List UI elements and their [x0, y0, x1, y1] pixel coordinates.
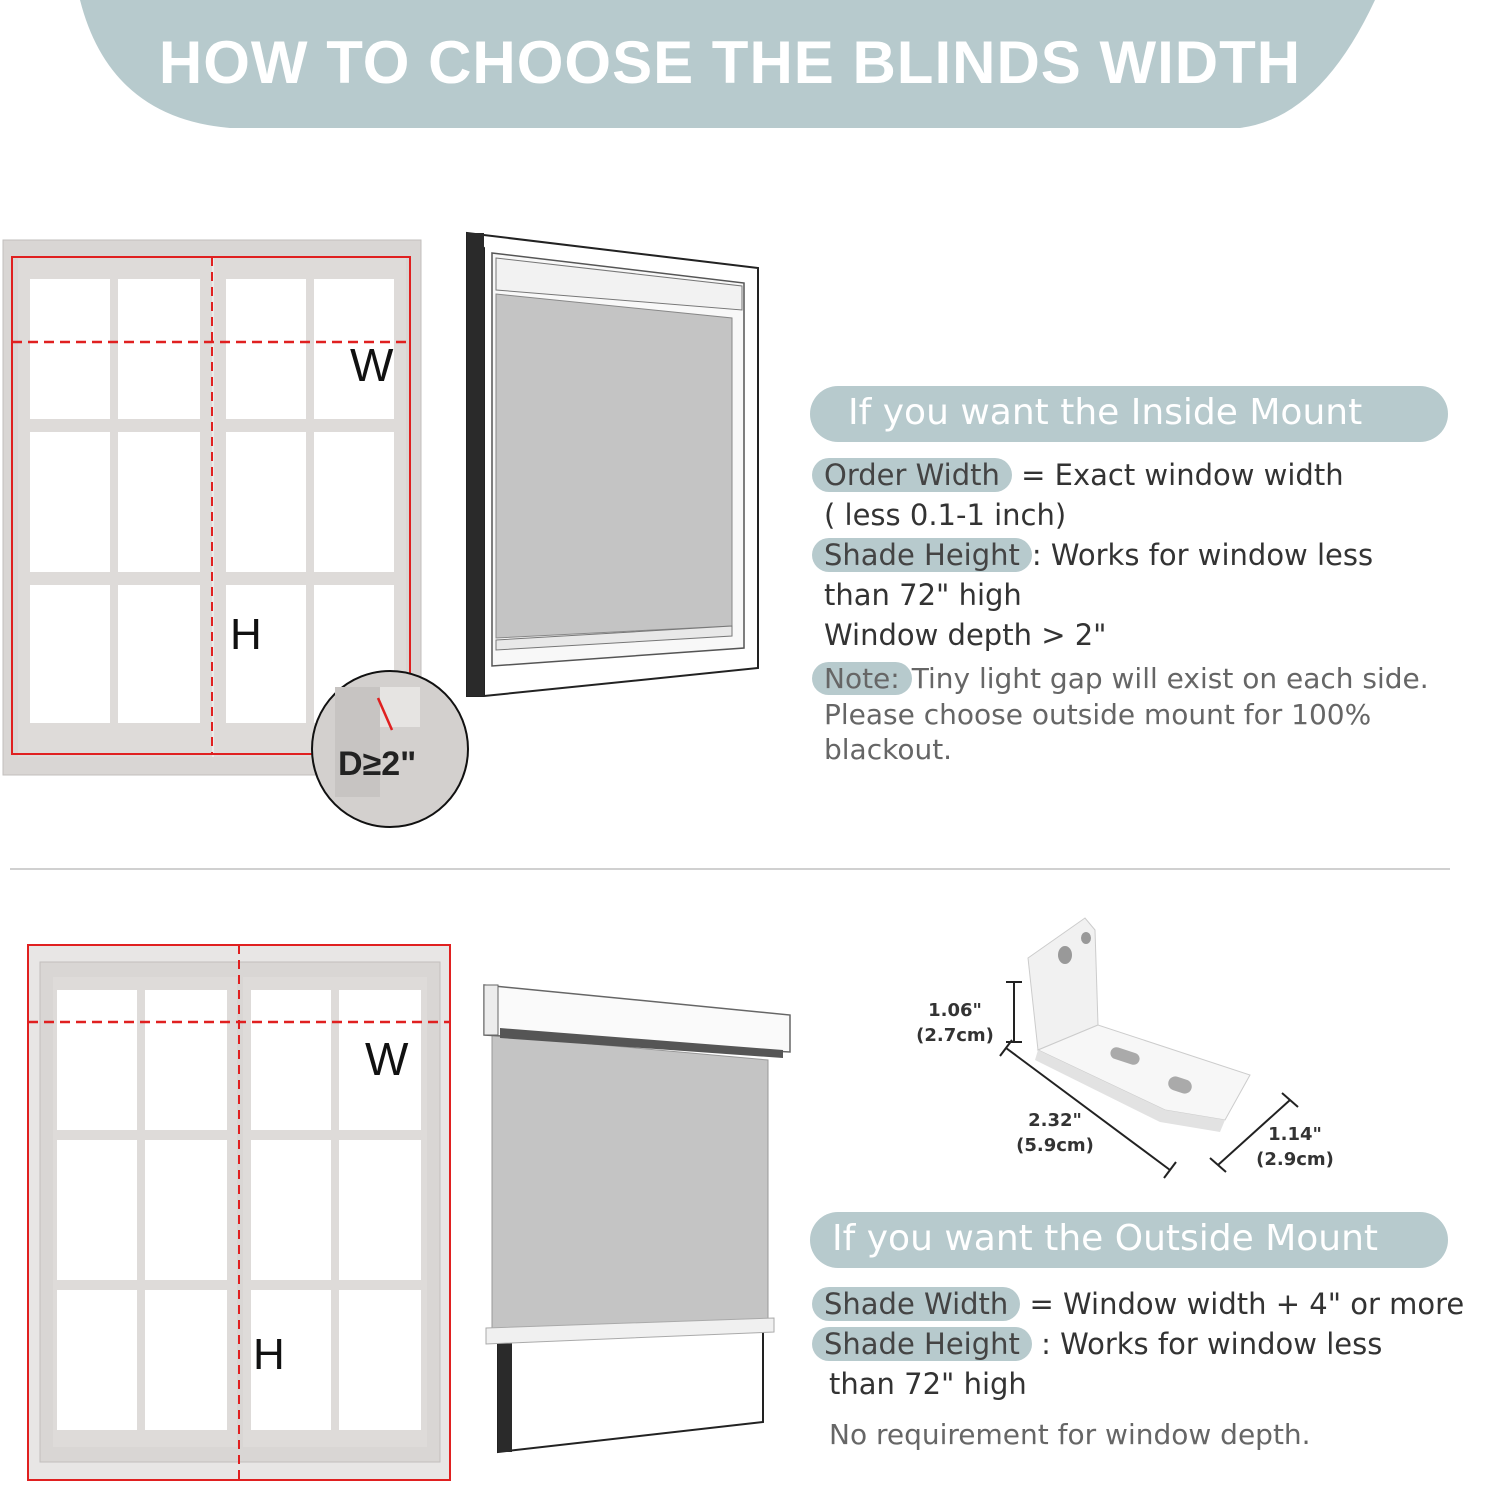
shade-height-text2: than 72" high	[824, 578, 1022, 612]
order-width-row	[812, 458, 1344, 492]
depth-label: D≥2"	[338, 745, 417, 783]
inside-mount-heading: If you want the Inside Mount	[810, 386, 1448, 442]
outside-shade-height-row	[812, 1327, 1382, 1361]
outside-mount-heading: If you want the Outside Mount	[810, 1212, 1448, 1268]
outside-window-illustration	[25, 942, 455, 1487]
bracket-width-cm: (2.9cm)	[1256, 1149, 1334, 1170]
height-label: H	[230, 610, 262, 659]
order-width-tag: Order Width	[812, 458, 1012, 492]
note-tag: Note:	[812, 662, 912, 695]
shade-height-text: : Works for window less	[1031, 538, 1374, 572]
note-text3: blackout.	[824, 733, 953, 766]
outside-width-label: W	[365, 1033, 409, 1085]
outside-shade-height-text: : Works for window less	[1041, 1327, 1383, 1361]
order-width-text: = Exact window width	[1021, 458, 1344, 492]
shade-width-text: = Window width + 4" or more	[1029, 1287, 1465, 1321]
shade-height-tag: Shade Height	[812, 538, 1032, 572]
shade-width-tag: Shade Width	[812, 1287, 1020, 1321]
section-divider	[10, 868, 1450, 870]
bracket-length-dim	[1010, 1108, 1100, 1158]
bracket-width-in: 1.14"	[1268, 1124, 1322, 1145]
page-title: HOW TO CHOOSE THE BLINDS WIDTH	[158, 29, 1302, 96]
outside-shade-height-text2: than 72" high	[829, 1367, 1027, 1401]
note-row	[812, 662, 1429, 695]
shade-height-row	[812, 538, 1373, 572]
bracket-width-dim	[1250, 1122, 1340, 1172]
bracket-length-in: 2.32"	[1028, 1110, 1082, 1131]
bracket-height-cm: (2.7cm)	[916, 1025, 994, 1046]
header-banner	[0, 0, 1500, 130]
width-label: W	[350, 339, 394, 391]
outside-shade-height-tag: Shade Height	[812, 1327, 1032, 1361]
bracket-height-in: 1.06"	[928, 1000, 982, 1021]
outside-note-text: No requirement for window depth.	[829, 1418, 1311, 1451]
shade-width-row	[812, 1287, 1464, 1321]
inside-blind-illustration	[462, 228, 767, 703]
window-depth-text: Window depth > 2"	[824, 618, 1107, 652]
bracket-length-cm: (5.9cm)	[1016, 1135, 1094, 1156]
bracket-height-dim	[910, 998, 1000, 1048]
order-width-text2: ( less 0.1-1 inch)	[824, 498, 1067, 532]
outside-height-label: H	[253, 1330, 285, 1379]
outside-blind-illustration	[478, 980, 798, 1458]
note-text: Tiny light gap will exist on each side.	[911, 662, 1429, 695]
note-text2: Please choose outside mount for 100%	[824, 698, 1372, 731]
